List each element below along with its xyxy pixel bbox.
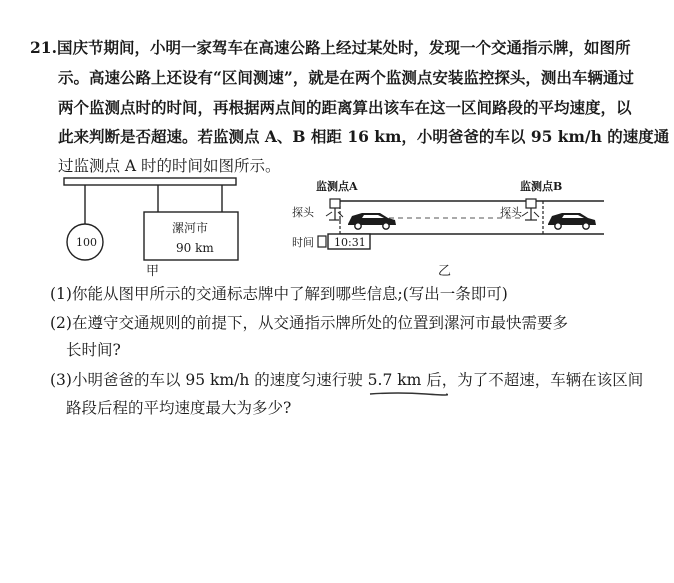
probe-a-label: 探头: [292, 206, 314, 219]
clock-icon: [318, 236, 326, 247]
problem-text-1: 国庆节期间，小明一家驾车在高速公路上经过某处时，发现一个交通指示牌，如图所: [56, 38, 631, 57]
checkpoint-b-label: 监测点B: [520, 180, 563, 193]
figures: [0, 172, 674, 282]
sign-city: 漯河市: [172, 221, 209, 235]
caption-jia: 甲: [146, 264, 160, 279]
question-3-line-2: 路段后程的平均速度最大为多少?: [66, 399, 292, 417]
car-at-b-icon: [548, 213, 596, 229]
time-value: 10:31: [334, 236, 366, 249]
speed-limit-value: 100: [76, 236, 97, 249]
time-label: 时间: [292, 236, 314, 249]
probe-a-camera: [330, 199, 340, 208]
gantry-beam: [64, 178, 236, 185]
problem-line-4: 此来判断是否超速。若监测点 A、B 相距 16 km，小明爸爸的车以 95 km/h 的速度通: [58, 127, 670, 146]
problem-line-2: 示。高速公路上还设有“区间测速”，就是在两个监测点安装监控探头，测出车辆通过: [58, 68, 634, 87]
problem-line-3: 两个监测点时的时间，再根据两点间的距离算出该车在这一区间路段的平均速度，以: [58, 98, 632, 117]
question-2-line-1: (2)在遵守交通规则的前提下，从交通指示牌所处的位置到漯河市最快需要多: [50, 314, 568, 332]
sign-distance: 90 km: [176, 241, 214, 255]
car-at-a-icon: [348, 213, 396, 229]
problem-line-1: [30, 38, 630, 58]
caption-yi: 乙: [438, 264, 452, 279]
problem-number: 21.: [30, 38, 57, 57]
question-3-line-1: (3)小明爸爸的车以 95 km/h 的速度匀速行驶 5.7 km 后，为了不超速，车辆在该区间: [50, 371, 644, 389]
probe-b-camera: [526, 199, 536, 208]
probe-b-label: 探头: [500, 206, 522, 219]
handwritten-underline: [368, 391, 448, 397]
problem-line-5: 过监测点 A 时的时间如图所示。: [58, 157, 281, 175]
question-2-line-2: 长时间?: [66, 341, 121, 359]
checkpoint-a-label: 监测点A: [316, 180, 358, 193]
question-1: (1)你能从图甲所示的交通标志牌中了解到哪些信息;(写出一条即可): [50, 285, 508, 303]
